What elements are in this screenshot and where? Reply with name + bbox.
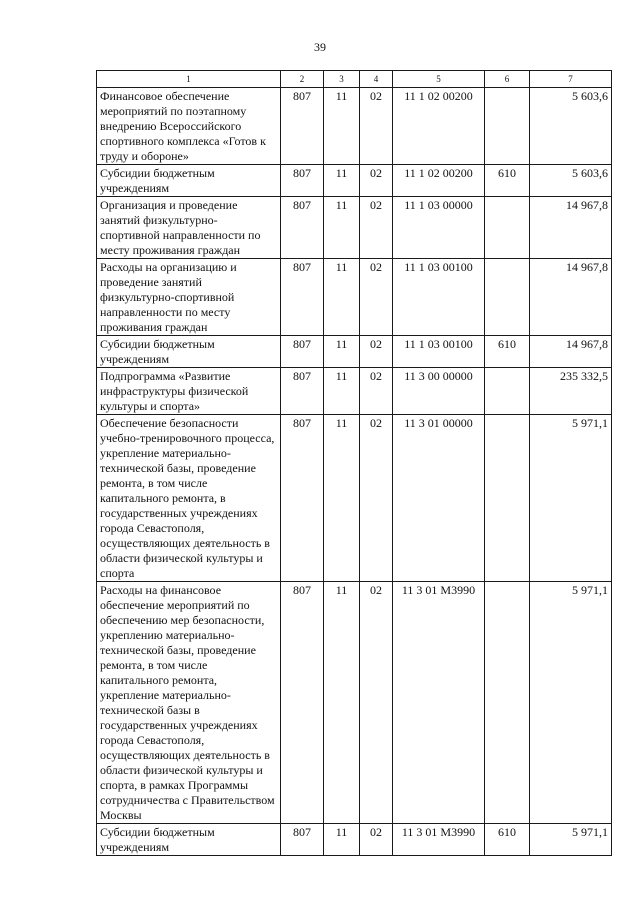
- subsection-code-cell: 02: [360, 415, 393, 582]
- target-article-cell: 11 3 01 М3990: [393, 582, 485, 824]
- ministry-code-cell: 807: [281, 88, 324, 165]
- ministry-code-cell: 807: [281, 368, 324, 415]
- target-article-cell: 11 1 03 00100: [393, 336, 485, 368]
- expense-name-cell: Расходы на финансовое обеспечение мероприятий по обеспечению мер безопасности, укреплению материально-технической базы, проведение ремонта, в том числе капитального ремонта, укрепление материально-технической базы в государственных учреждениях города Севастополя, осуществляющих деятельность в области физической культуры и спорта, в рамках Программы сотрудничества с Правительством Москвы: [97, 582, 281, 824]
- expense-name-cell: Подпрограмма «Развитие инфраструктуры физической культуры и спорта»: [97, 368, 281, 415]
- subsection-code-cell: 02: [360, 368, 393, 415]
- expense-name-cell: Организация и проведение занятий физкультурно-спортивной направленности по месту проживания граждан: [97, 197, 281, 259]
- amount-cell: 5 971,1: [530, 415, 612, 582]
- expense-type-cell: 610: [485, 165, 530, 197]
- table-row: [97, 336, 612, 368]
- target-article-cell: 11 1 02 00200: [393, 88, 485, 165]
- amount-cell: 235 332,5: [530, 368, 612, 415]
- subsection-code-cell: 02: [360, 582, 393, 824]
- subsection-code-cell: 02: [360, 824, 393, 856]
- ministry-code-cell: 807: [281, 582, 324, 824]
- column-header: 5: [393, 71, 485, 88]
- section-code-cell: 11: [324, 368, 360, 415]
- expense-type-cell: [485, 259, 530, 336]
- expense-name-cell: Субсидии бюджетным учреждениям: [97, 336, 281, 368]
- section-code-cell: 11: [324, 259, 360, 336]
- ministry-code-cell: 807: [281, 336, 324, 368]
- table-row: [97, 415, 612, 582]
- subsection-code-cell: 02: [360, 165, 393, 197]
- subsection-code-cell: 02: [360, 336, 393, 368]
- section-code-cell: 11: [324, 88, 360, 165]
- expense-type-cell: 610: [485, 336, 530, 368]
- column-header: 1: [97, 71, 281, 88]
- page-number: 39: [314, 40, 326, 54]
- table-row: [97, 582, 612, 824]
- table-row: [97, 259, 612, 336]
- amount-cell: 5 603,6: [530, 165, 612, 197]
- amount-cell: 5 971,1: [530, 824, 612, 856]
- expense-name-cell: Субсидии бюджетным учреждениям: [97, 824, 281, 856]
- expense-type-cell: [485, 197, 530, 259]
- table-row: [97, 165, 612, 197]
- subsection-code-cell: 02: [360, 197, 393, 259]
- amount-cell: 14 967,8: [530, 197, 612, 259]
- budget-table: [96, 70, 612, 856]
- column-number-row: [97, 71, 612, 88]
- amount-cell: 5 603,6: [530, 88, 612, 165]
- table-row: [97, 824, 612, 856]
- ministry-code-cell: 807: [281, 259, 324, 336]
- column-header: 4: [360, 71, 393, 88]
- target-article-cell: 11 3 01 00000: [393, 415, 485, 582]
- amount-cell: 14 967,8: [530, 259, 612, 336]
- target-article-cell: 11 1 03 00100: [393, 259, 485, 336]
- ministry-code-cell: 807: [281, 197, 324, 259]
- expense-name-cell: Субсидии бюджетным учреждениям: [97, 165, 281, 197]
- subsection-code-cell: 02: [360, 88, 393, 165]
- expense-type-cell: [485, 415, 530, 582]
- section-code-cell: 11: [324, 165, 360, 197]
- section-code-cell: 11: [324, 824, 360, 856]
- table-row: [97, 368, 612, 415]
- table-row: [97, 88, 612, 165]
- expense-type-cell: [485, 368, 530, 415]
- column-header: 2: [281, 71, 324, 88]
- section-code-cell: 11: [324, 582, 360, 824]
- column-header: 3: [324, 71, 360, 88]
- ministry-code-cell: 807: [281, 415, 324, 582]
- target-article-cell: 11 1 02 00200: [393, 165, 485, 197]
- column-header: 7: [530, 71, 612, 88]
- expense-type-cell: [485, 582, 530, 824]
- column-header: 6: [485, 71, 530, 88]
- target-article-cell: 11 1 03 00000: [393, 197, 485, 259]
- expense-name-cell: Финансовое обеспечение мероприятий по поэтапному внедрению Всероссийского спортивного комплекса «Готов к труду и обороне»: [97, 88, 281, 165]
- amount-cell: 5 971,1: [530, 582, 612, 824]
- ministry-code-cell: 807: [281, 824, 324, 856]
- subsection-code-cell: 02: [360, 259, 393, 336]
- section-code-cell: 11: [324, 197, 360, 259]
- expense-type-cell: 610: [485, 824, 530, 856]
- target-article-cell: 11 3 01 М3990: [393, 824, 485, 856]
- amount-cell: 14 967,8: [530, 336, 612, 368]
- expense-type-cell: [485, 88, 530, 165]
- table-row: [97, 197, 612, 259]
- section-code-cell: 11: [324, 415, 360, 582]
- expense-name-cell: Расходы на организацию и проведение занятий физкультурно-спортивной направленности по месту проживания граждан: [97, 259, 281, 336]
- section-code-cell: 11: [324, 336, 360, 368]
- expense-name-cell: Обеспечение безопасности учебно-тренировочного процесса, укрепление материально-технической базы, проведение ремонта, в том числе капитального ремонта, в государственных учреждениях города Севастополя, осуществляющих деятельность в области физической культуры и спорта: [97, 415, 281, 582]
- ministry-code-cell: 807: [281, 165, 324, 197]
- target-article-cell: 11 3 00 00000: [393, 368, 485, 415]
